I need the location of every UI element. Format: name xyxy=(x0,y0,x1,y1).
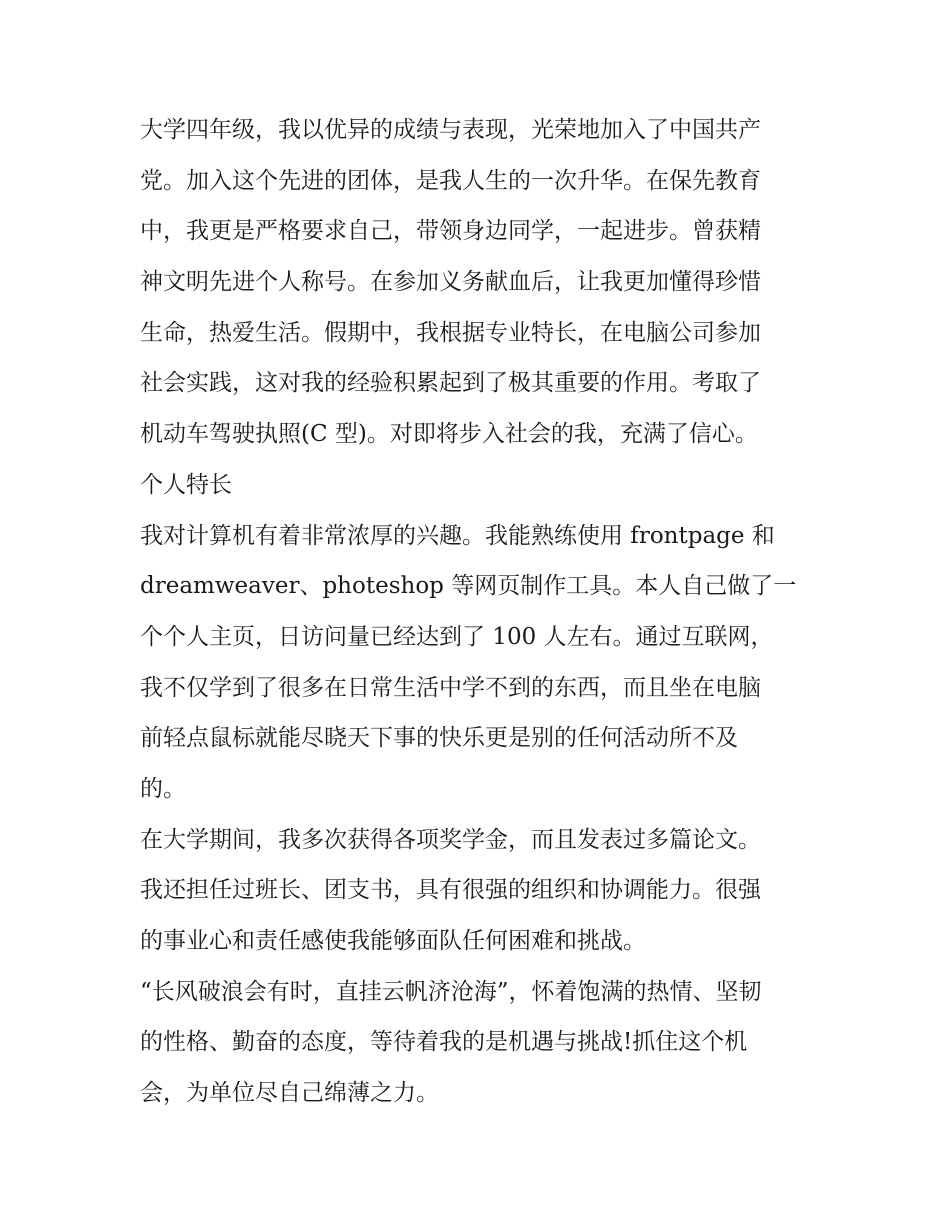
text-line: 中，我更是严格要求自己，带领身边同学，一起进步。曾获精 xyxy=(140,218,761,245)
paragraph-closing-statement xyxy=(140,967,820,1119)
text-line: 机动车驾驶执照(C 型)。对即将步入社会的我，充满了信心。 xyxy=(140,421,758,448)
text-line: 的性格、勤奋的态度，等待着我的是机遇与挑战!抓住这个机 xyxy=(140,1029,748,1056)
text-line: 的事业心和责任感使我能够面队任何困难和挑战。 xyxy=(140,928,646,954)
text-line: 神文明先进个人称号。在参加义务献血后，让我更加懂得珍惜 xyxy=(140,269,761,296)
text-line: 我不仅学到了很多在日常生活中学不到的东西，而且坐在电脑 xyxy=(140,674,761,701)
text-line: 在大学期间，我多次获得各项奖学金，而且发表过多篇论文。 xyxy=(140,826,761,853)
text-line: 个个人主页，日访问量已经达到了 100 人左右。通过互联网， xyxy=(140,623,774,650)
paragraph-party-membership xyxy=(140,105,820,460)
heading-line: 个人特长 xyxy=(140,471,232,498)
text-line: 的。 xyxy=(140,775,186,802)
text-line: 会，为单位尽自己绵薄之力。 xyxy=(140,1080,439,1107)
text-line: dreamweaver、photeshop 等网页制作工具。本人自己做了一 xyxy=(140,573,797,600)
text-line: 党。加入这个先进的团体，是我人生的一次升华。在保先教育 xyxy=(140,167,761,194)
text-line: 生命，热爱生活。假期中，我根据专业特长，在电脑公司参加 xyxy=(140,319,761,346)
text-line: 我还担任过班长、团支书，具有很强的组织和协调能力。很强 xyxy=(140,877,761,904)
text-line: 前轻点鼠标就能尽晓天下事的快乐更是别的任何活动所不及 xyxy=(140,725,738,752)
document-body xyxy=(140,105,820,1119)
text-line: 我对计算机有着非常浓厚的兴趣。我能熟练使用 frontpage 和 xyxy=(140,522,775,549)
text-line: 大学四年级，我以优异的成绩与表现，光荣地加入了中国共产 xyxy=(140,117,761,143)
section-heading-personal-skills xyxy=(140,460,820,511)
paragraph-university-achievements xyxy=(140,815,820,967)
text-line: 社会实践，这对我的经验积累起到了极其重要的作用。考取了 xyxy=(140,370,761,397)
text-line: “长风破浪会有时，直挂云帆济沧海”，怀着饱满的热情、坚韧 xyxy=(140,978,762,1005)
paragraph-computer-skills xyxy=(140,511,820,815)
